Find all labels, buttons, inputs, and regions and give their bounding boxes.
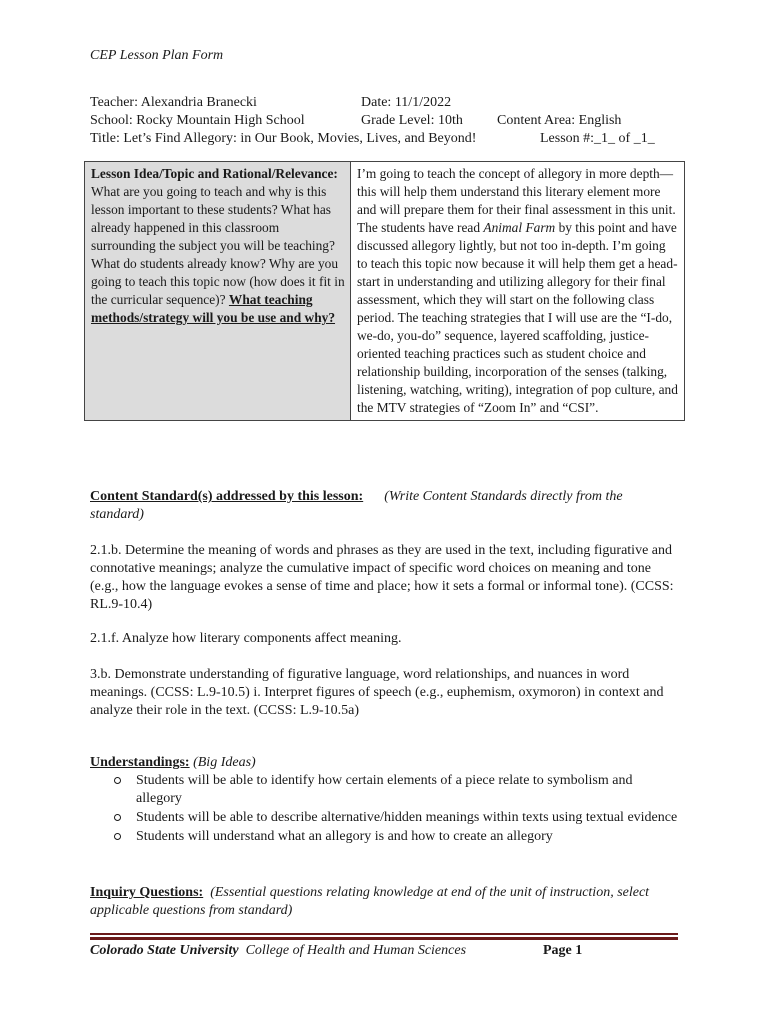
grade-level-field: Grade Level: 10th: [361, 113, 463, 128]
title-field: Title: Let’s Find Allegory: in Our Book, Movies, Lives, and Beyond!: [90, 131, 477, 146]
response-text-part1: I’m going to teach the concept of allegory in more depth—this will help them understand this literary element more and will prepare them for their final assessment in this unit. The students have read: [357, 166, 676, 235]
bullet-circle-icon: [114, 814, 121, 821]
list-item: Students will be able to describe alternative/hidden meanings within texts using textual evidence: [112, 809, 678, 827]
lesson-idea-table: [84, 161, 685, 421]
teaching-methods-question: What teaching methods/strategy will you be use and why?: [91, 292, 336, 325]
standard-item: 2.1.f. Analyze how literary components affect meaning.: [90, 631, 402, 646]
lesson-idea-response-cell: [351, 162, 685, 421]
page-footer: [90, 943, 583, 959]
inquiry-questions-heading: Inquiry Questions:: [90, 885, 204, 900]
footer-divider: [90, 937, 678, 940]
understandings-heading-block: [90, 754, 678, 772]
inquiry-questions-block: [90, 884, 678, 920]
response-text-part2: by this point and have discussed allegory lightly, but not too in-depth. I’m going to teach this topic now because it will help them get a head-start in understanding and utilizing allegory for their final assessment, which they will start on the following class period. The teaching strategies that I will use are the “I-do, we-do, you-do” sequence, layered scaffolding, justice-oriented teaching practices such as student choice and relationship building, incorporation of the senses (talking, listening, watching, writing), integration of pop culture, and the MTV strategies of “Zoom In” and “CSI”.: [357, 220, 678, 415]
form-title: CEP Lesson Plan Form: [90, 48, 224, 63]
standard-item: 2.1.b. Determine the meaning of words and phrases as they are used in the text, including figurative and connotative meanings; analyze the cumulative impact of specific word choices on meaning and tone (e.g., how the language evokes a sense of time and place; how it sets a formal or informal tone). (CCSS: RL.9-10.4): [90, 543, 674, 612]
book-title: Animal Farm: [483, 220, 556, 235]
content-standards-heading: Content Standard(s) addressed by this lesson:: [90, 489, 364, 504]
inquiry-questions-note: (Essential questions relating knowledge at end of the unit of instruction, select applicable questions from standard): [90, 885, 650, 918]
bullet-circle-icon: [114, 833, 121, 840]
teacher-field: Teacher: Alexandria Branecki: [90, 95, 257, 110]
lesson-idea-heading: Lesson Idea/Topic and Rational/Relevance:: [91, 166, 338, 181]
understandings-heading: Understandings:: [90, 755, 190, 770]
footer-college: College of Health and Human Sciences: [245, 943, 467, 958]
understandings-note: (Big Ideas): [193, 755, 256, 770]
lesson-idea-prompt-cell: [85, 162, 351, 421]
date-field: Date: 11/1/2022: [361, 95, 452, 110]
lesson-idea-prompt-text: What are you going to teach and why is this lesson important to these students? What has already happened in this classroom surrounding the subject you will be teaching? What do students already know? Why are you going to teach this topic now (how does it fit in the curricular sequence)?: [91, 184, 345, 307]
list-item: Students will be able to identify how certain elements of a piece relate to symbolism and allegory: [112, 772, 678, 808]
school-field: School: Rocky Mountain High School: [90, 113, 305, 128]
footer-divider: [90, 933, 678, 935]
lesson-number-field: Lesson #:_1_ of _1_: [540, 131, 655, 146]
footer-page-number: Page 1: [543, 943, 583, 958]
bullet-circle-icon: [114, 777, 121, 784]
standard-item: 3.b. Demonstrate understanding of figurative language, word relationships, and nuances in word meanings. (CCSS: L.9-10.5) i. Interpret figures of speech (e.g., euphemism, oxymoron) in context and analyze their role in the text. (CCSS: L.9-10.5a): [90, 667, 664, 718]
footer-university: Colorado State University: [90, 943, 239, 958]
content-area-field: Content Area: English: [497, 113, 622, 128]
list-item: Students will understand what an allegory is and how to create an allegory: [112, 828, 678, 846]
understandings-list: [112, 772, 678, 847]
content-standards-heading-block: [90, 488, 678, 524]
content-standards-note: (Write Content Standards directly from the standard): [90, 489, 623, 522]
